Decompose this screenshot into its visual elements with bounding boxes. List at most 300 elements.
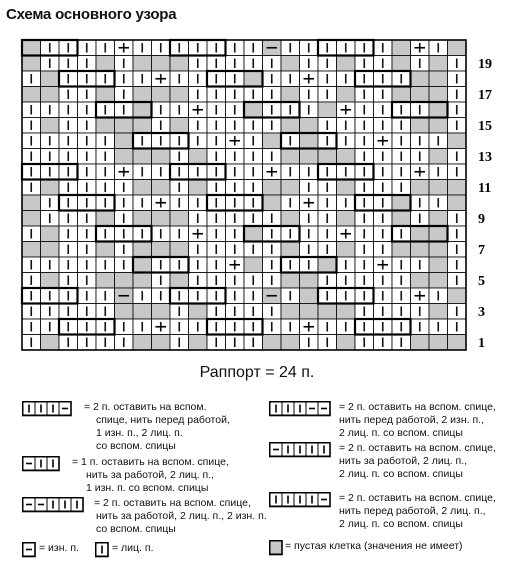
- empty-cell: [337, 180, 356, 196]
- knit-cell: [22, 304, 41, 320]
- knit-cell: [300, 40, 319, 56]
- knit-cell: [59, 335, 78, 351]
- row-number: 11: [478, 181, 492, 196]
- empty-cell: [133, 180, 152, 196]
- empty-cell: [337, 335, 356, 351]
- knit-cell: [411, 257, 430, 273]
- knit-cell: [96, 319, 115, 335]
- knit-cell: [59, 56, 78, 72]
- knit-cell: [59, 273, 78, 289]
- empty-cell: [300, 288, 319, 304]
- knit-cell: [22, 71, 41, 87]
- legend-line: со вспом. спицы: [96, 523, 176, 535]
- knit-cell: [78, 211, 97, 227]
- knit-cell: [133, 133, 152, 149]
- knit-cell: [189, 118, 208, 134]
- knit-cell: [244, 273, 263, 289]
- knit-cell: [152, 288, 171, 304]
- empty-cell: [22, 211, 41, 227]
- knit-cell: [411, 102, 430, 118]
- empty-cell: [281, 149, 300, 165]
- knit-cell: [78, 56, 97, 72]
- knit-cell: [22, 319, 41, 335]
- knit-cell: [170, 288, 189, 304]
- knit-cell: [392, 335, 411, 351]
- empty-cell: [411, 71, 430, 87]
- knit-cell: [337, 319, 356, 335]
- knit-cell: [300, 226, 319, 242]
- knit-cell: [263, 211, 282, 227]
- empty-cell-symbol-icon: [269, 540, 285, 556]
- knit-cell: [96, 133, 115, 149]
- knit-cell: [189, 211, 208, 227]
- knit-cell: [374, 149, 393, 165]
- empty-cell: [392, 211, 411, 227]
- knit-cell: [355, 87, 374, 103]
- legend-line: нить за работой, 2 лиц. п., 2 изн. п.: [96, 510, 267, 522]
- knit-cell: [78, 226, 97, 242]
- empty-cell: [189, 180, 208, 196]
- knit-cell: [189, 87, 208, 103]
- knit-cell: [41, 195, 60, 211]
- empty-cell: [133, 304, 152, 320]
- knit-cell: [300, 56, 319, 72]
- row-number: 19: [478, 57, 492, 72]
- knit-cell: [207, 40, 226, 56]
- knit-cell: [244, 149, 263, 165]
- empty-cell: [429, 211, 448, 227]
- knit-cell: [207, 211, 226, 227]
- knit-cell: [318, 118, 337, 134]
- knit-cell: [22, 149, 41, 165]
- knit-cell: [355, 273, 374, 289]
- knit-cell: [207, 242, 226, 258]
- knit-cell: [448, 164, 467, 180]
- knit-cell: [207, 133, 226, 149]
- knit-cell: [96, 335, 115, 351]
- knit-cell: [96, 257, 115, 273]
- knit-cell: [355, 195, 374, 211]
- knit-cell: [411, 56, 430, 72]
- knit-cell: [411, 133, 430, 149]
- knit-cell: [355, 71, 374, 87]
- knit-cell: [189, 242, 208, 258]
- knit-cell: [170, 40, 189, 56]
- knit-cell: [448, 102, 467, 118]
- knit-cell: [337, 133, 356, 149]
- empty-cell: [448, 133, 467, 149]
- knit-cell: [244, 335, 263, 351]
- empty-cell: [96, 242, 115, 258]
- knit-cell: [226, 71, 245, 87]
- knit-cell: [226, 273, 245, 289]
- knit-cell: [152, 102, 171, 118]
- empty-cell: [337, 211, 356, 227]
- knit-cell: [189, 71, 208, 87]
- knit-cell: [207, 102, 226, 118]
- knit-cell: [429, 40, 448, 56]
- knit-cell: [189, 56, 208, 72]
- knit-cell: [318, 56, 337, 72]
- empty-cell: [152, 149, 171, 165]
- empty-cell: [429, 257, 448, 273]
- knit-cell: [448, 273, 467, 289]
- knit-cell: [152, 40, 171, 56]
- knit-cell: [170, 149, 189, 165]
- empty-cell: [133, 87, 152, 103]
- knit-cell: [115, 211, 134, 227]
- knit-cell: [411, 319, 430, 335]
- empty-cell: [115, 118, 134, 134]
- empty-cell: [22, 242, 41, 258]
- empty-cell: [96, 118, 115, 134]
- empty-cell: [281, 56, 300, 72]
- knit-cell: [170, 257, 189, 273]
- knit-cell: [59, 102, 78, 118]
- knit-cell: [263, 304, 282, 320]
- knit-cell: [337, 40, 356, 56]
- empty-cell: [189, 335, 208, 351]
- cable-symbol-icon: [269, 401, 341, 417]
- knit-cell: [244, 180, 263, 196]
- knit-cell: [189, 288, 208, 304]
- empty-cell: [41, 118, 60, 134]
- knit-cell: [170, 180, 189, 196]
- knit-cell: [392, 133, 411, 149]
- empty-cell: [448, 288, 467, 304]
- knit-cell: [392, 118, 411, 134]
- knit-cell: [281, 133, 300, 149]
- knit-cell: [374, 273, 393, 289]
- knit-cell: [355, 102, 374, 118]
- knit-cell: [392, 288, 411, 304]
- empty-cell: [281, 335, 300, 351]
- knit-cell: [355, 133, 374, 149]
- knit-cell: [22, 257, 41, 273]
- knit-cell: [374, 102, 393, 118]
- knit-cell: [300, 180, 319, 196]
- knit-cell: [78, 257, 97, 273]
- legend-line: = лиц. п.: [112, 542, 154, 554]
- legend-line: 1 изн. п., 2 лиц. п.: [96, 427, 183, 439]
- legend-line: нить за работой, 2 лиц. п.,: [339, 455, 468, 467]
- legend-line: нить перед работой, 2 лиц. п.,: [339, 505, 486, 517]
- knit-cell: [59, 87, 78, 103]
- knit-cell: [392, 180, 411, 196]
- empty-cell: [22, 56, 41, 72]
- empty-cell: [152, 56, 171, 72]
- knit-cell: [374, 118, 393, 134]
- knit-cell: [96, 226, 115, 242]
- knit-cell: [59, 40, 78, 56]
- knit-cell: [429, 195, 448, 211]
- empty-cell: [115, 149, 134, 165]
- knit-cell: [281, 288, 300, 304]
- knit-cell: [244, 56, 263, 72]
- knit-cell: [318, 71, 337, 87]
- chart-title: Схема основного узора: [6, 6, 177, 23]
- knit-cell: [355, 164, 374, 180]
- knit-cell: [152, 257, 171, 273]
- knit-cell: [41, 102, 60, 118]
- empty-cell: [429, 242, 448, 258]
- knit-cell: [281, 319, 300, 335]
- legend-line: спице, нить перед работой,: [96, 414, 230, 426]
- knit-cell: [207, 304, 226, 320]
- knit-cell: [318, 180, 337, 196]
- empty-cell: [41, 180, 60, 196]
- knit-cell: [96, 180, 115, 196]
- empty-cell: [392, 56, 411, 72]
- knit-cell: [41, 164, 60, 180]
- knit-cell: [115, 242, 134, 258]
- empty-cell: [170, 242, 189, 258]
- knit-cell: [448, 319, 467, 335]
- knit-cell: [448, 304, 467, 320]
- knit-cell: [170, 226, 189, 242]
- knit-cell: [189, 319, 208, 335]
- knit-cell: [207, 149, 226, 165]
- legend-line: = 2 п. оставить на вспом. спице,: [339, 401, 496, 413]
- knit-cell: [96, 304, 115, 320]
- knit-cell: [207, 118, 226, 134]
- knit-cell: [115, 335, 134, 351]
- knit-cell: [281, 195, 300, 211]
- knit-cell: [429, 164, 448, 180]
- legend-line: = 2 п. оставить на вспом.: [84, 401, 207, 413]
- knit-cell: [170, 71, 189, 87]
- knit-cell: [59, 242, 78, 258]
- empty-cell: [263, 195, 282, 211]
- knit-cell: [41, 133, 60, 149]
- empty-cell: [300, 273, 319, 289]
- knit-cell: [78, 304, 97, 320]
- knit-cell: [244, 211, 263, 227]
- legend-line: = 2 п. оставить на вспом. спице,: [94, 497, 251, 509]
- knit-cell: [392, 304, 411, 320]
- empty-cell: [152, 304, 171, 320]
- knit-cell: [207, 87, 226, 103]
- knit-cell: [392, 71, 411, 87]
- knit-cell: [337, 164, 356, 180]
- knit-cell: [374, 195, 393, 211]
- knit-cell: [59, 211, 78, 227]
- knit-cell: [374, 56, 393, 72]
- knit-cell: [355, 226, 374, 242]
- knit-cell: [22, 226, 41, 242]
- knit-cell: [318, 133, 337, 149]
- knit-cell: [152, 164, 171, 180]
- legend-line: 2 лиц. п. со вспом. спицы: [339, 468, 463, 480]
- knit-cell: [392, 102, 411, 118]
- knit-cell: [263, 87, 282, 103]
- knit-cell: [318, 242, 337, 258]
- knit-cell: [355, 304, 374, 320]
- empty-cell: [133, 257, 152, 273]
- knit-cell: [374, 211, 393, 227]
- knit-cell: [263, 149, 282, 165]
- knit-cell: [115, 195, 134, 211]
- knit-cell: [226, 149, 245, 165]
- legend-line: = изн. п.: [39, 542, 79, 554]
- knit-cell: [244, 195, 263, 211]
- knit-cell: [337, 71, 356, 87]
- knit-cell: [133, 288, 152, 304]
- empty-cell: [281, 211, 300, 227]
- knit-cell: [337, 257, 356, 273]
- knit-cell: [281, 164, 300, 180]
- knit-cell: [300, 335, 319, 351]
- knit-cell: [448, 226, 467, 242]
- empty-cell: [189, 304, 208, 320]
- legend-line: 2 лиц. п. со вспом. спицы: [339, 518, 463, 530]
- knit-cell: [226, 211, 245, 227]
- knit-cell: [78, 242, 97, 258]
- knit-cell: [133, 40, 152, 56]
- knit-cell: [115, 56, 134, 72]
- knit-cell: [59, 319, 78, 335]
- empty-cell: [429, 118, 448, 134]
- empty-cell: [170, 56, 189, 72]
- knit-cell: [281, 102, 300, 118]
- empty-cell: [152, 211, 171, 227]
- empty-cell: [429, 335, 448, 351]
- knit-cell: [244, 288, 263, 304]
- empty-cell: [96, 87, 115, 103]
- knit-cell: [244, 242, 263, 258]
- knit-cell: [244, 133, 263, 149]
- knit-cell: [263, 118, 282, 134]
- knit-cell: [392, 226, 411, 242]
- knit-cell: [189, 257, 208, 273]
- knit-cell: [281, 257, 300, 273]
- knit-cell: [41, 319, 60, 335]
- empty-cell: [429, 149, 448, 165]
- knit-cell: [281, 226, 300, 242]
- knit-cell: [96, 40, 115, 56]
- knit-cell: [263, 56, 282, 72]
- knit-cell: [448, 118, 467, 134]
- knit-cell: [226, 304, 245, 320]
- knit-cell: [115, 102, 134, 118]
- knit-cell: [226, 118, 245, 134]
- empty-cell: [300, 118, 319, 134]
- knit-cell: [318, 273, 337, 289]
- knit-cell: [429, 288, 448, 304]
- empty-cell: [263, 133, 282, 149]
- knit-cell: [263, 102, 282, 118]
- row-number: 1: [478, 336, 485, 351]
- knit-cell: [170, 102, 189, 118]
- knit-cell: [355, 211, 374, 227]
- empty-cell: [133, 118, 152, 134]
- knit-cell: [41, 40, 60, 56]
- knit-cell: [244, 118, 263, 134]
- knit-cell: [244, 164, 263, 180]
- empty-cell: [429, 87, 448, 103]
- empty-cell: [429, 71, 448, 87]
- knit-cell: [115, 226, 134, 242]
- knit-cell: [207, 273, 226, 289]
- empty-cell: [170, 273, 189, 289]
- knit-cell: [374, 40, 393, 56]
- knit-cell: [263, 257, 282, 273]
- knit-cell: [152, 118, 171, 134]
- knit-cell: [392, 257, 411, 273]
- knit-cell: [59, 118, 78, 134]
- legend-line: 1 изн. п. со вспом. спицы: [86, 482, 209, 494]
- empty-cell: [429, 273, 448, 289]
- knit-cell: [78, 40, 97, 56]
- knit-cell: [355, 40, 374, 56]
- knit-cell: [226, 56, 245, 72]
- knit-cell: [189, 40, 208, 56]
- knit-cell: [78, 335, 97, 351]
- knit-cell: [300, 164, 319, 180]
- knit-cell: [207, 195, 226, 211]
- knit-cell: [374, 164, 393, 180]
- legend-line: = 1 п. оставить на вспом. спице,: [72, 456, 229, 468]
- empty-cell: [41, 242, 60, 258]
- empty-cell: [281, 273, 300, 289]
- knit-cell: [374, 335, 393, 351]
- legend-line: = 2 п. оставить на вспом. спице,: [339, 442, 496, 454]
- knit-cell: [41, 257, 60, 273]
- knit-cell: [189, 273, 208, 289]
- empty-cell: [318, 257, 337, 273]
- knit-cell: [355, 257, 374, 273]
- knit-cell: [22, 102, 41, 118]
- knit-cell: [78, 288, 97, 304]
- knit-cell: [170, 319, 189, 335]
- knit-cell: [170, 195, 189, 211]
- knit-cell: [411, 149, 430, 165]
- empty-cell: [133, 102, 152, 118]
- knit-cell: [41, 211, 60, 227]
- empty-cell: [411, 87, 430, 103]
- empty-cell: [22, 87, 41, 103]
- knit-cell: [226, 242, 245, 258]
- knit-cell: [22, 273, 41, 289]
- knit-cell: [263, 226, 282, 242]
- knit-cell: [318, 87, 337, 103]
- empty-cell: [96, 211, 115, 227]
- knit-cell: [263, 242, 282, 258]
- knit-cell: [355, 288, 374, 304]
- cable-symbol-icon: [269, 442, 341, 458]
- empty-cell: [133, 242, 152, 258]
- knit-cell: [59, 288, 78, 304]
- empty-cell: [429, 180, 448, 196]
- empty-cell: [96, 56, 115, 72]
- empty-cell: [41, 273, 60, 289]
- empty-cell: [244, 102, 263, 118]
- empty-cell: [41, 71, 60, 87]
- knit-cell: [337, 118, 356, 134]
- row-number: 13: [478, 150, 492, 165]
- knit-cell: [96, 164, 115, 180]
- purl-symbol-icon: [22, 542, 38, 558]
- empty-cell: [337, 87, 356, 103]
- knit-cell: [189, 133, 208, 149]
- knit-cell: [78, 118, 97, 134]
- empty-cell: [411, 226, 430, 242]
- knit-cell: [22, 133, 41, 149]
- knit-cell: [115, 319, 134, 335]
- knit-cell: [318, 288, 337, 304]
- knit-cell: [448, 71, 467, 87]
- empty-cell: [429, 304, 448, 320]
